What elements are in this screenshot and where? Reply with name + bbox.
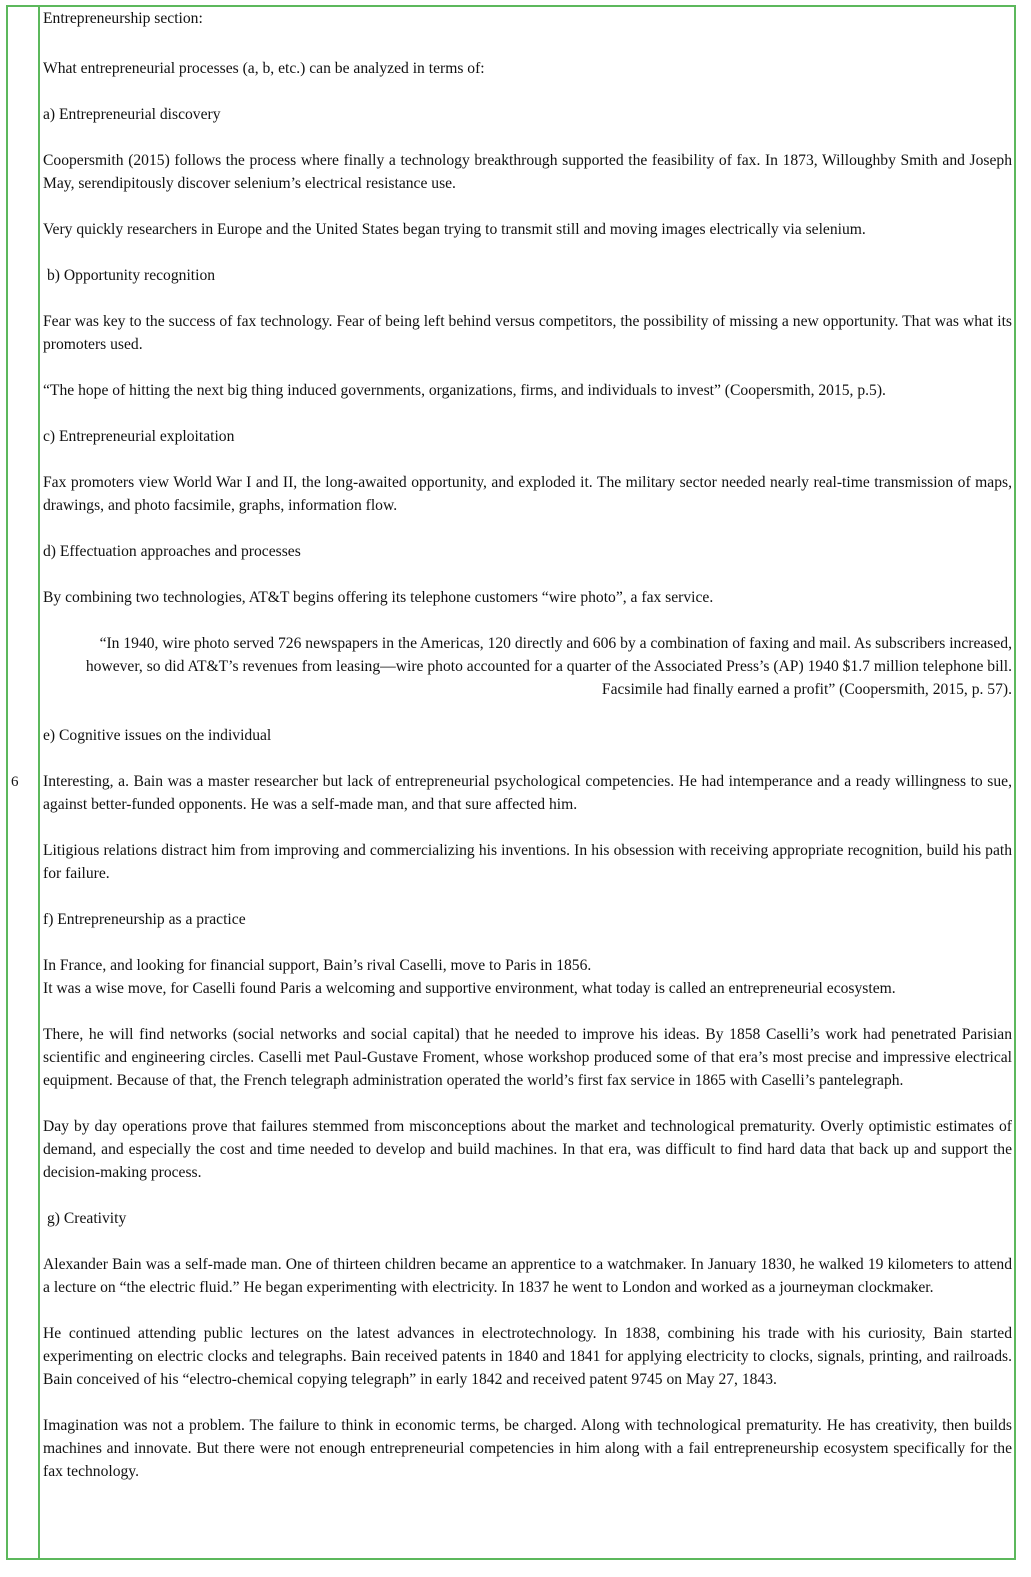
paragraph xyxy=(43,218,1012,241)
paragraph xyxy=(43,1322,1012,1391)
paragraph-text: It was a wise move, for Caselli found Paris a welcoming and supportive environment, what today is called an entrepreneurial ecosystem. xyxy=(43,980,896,997)
section-heading xyxy=(43,540,1012,563)
paragraph-text: What entrepreneurial processes (a, b, etc.) can be analyzed in terms of: xyxy=(43,60,485,77)
document-table xyxy=(6,5,1016,1560)
paragraph-text: He continued attending public lectures on the latest advances in electrotechnology. In 1838, combining his trade with his curiosity, Bain started experimenting on electric clocks and telegraphs. Bain received patents in 1840 and 1841 for applying electricity to clocks, signals, printing, and railroads. Bain conceived of his “electro-chemical copying telegraph” in early 1842 and received patent 9745 on May 27, 1843. xyxy=(43,1325,1012,1388)
paragraph-text: Imagination was not a problem. The failure to think in economic terms, be charged. Along with technological prematurity. He has creativity, then builds machines and innovate. But there were not enough entrepreneurial competencies in him along with a fail entrepreneurship ecosystem specifically for the fax technology. xyxy=(43,1417,1012,1480)
paragraph xyxy=(43,471,1012,517)
paragraph-text: Fear was key to the success of fax technology. Fear of being left behind versus competitors, the possibility of missing a new opportunity. That was what its promoters used. xyxy=(43,313,1012,353)
paragraph-text: Day by day operations prove that failures stemmed from misconceptions about the market and technological prematurity. Overly optimistic estimates of demand, and especially the cost and time needed to develop and build machines. In that era, was difficult to find hard data that back up and support the decision-making process. xyxy=(43,1118,1012,1181)
paragraph-text: Litigious relations distract him from improving and commercializing his inventions. In his obsession with receiving appropriate recognition, build his path for failure. xyxy=(43,842,1012,882)
paragraph-text: By combining two technologies, AT&T begins offering its telephone customers “wire photo”, a fax service. xyxy=(43,589,714,606)
paragraph-text: Interesting, a. Bain was a master researcher but lack of entrepreneurial psychological competencies. He had intemperance and a ready willingness to sue, against better-funded opponents. He was a self-made man, and that sure affected him. xyxy=(43,773,1012,813)
paragraph-text: Entrepreneurship section: xyxy=(43,10,203,27)
paragraph-text: f) Entrepreneurship as a practice xyxy=(43,911,246,928)
paragraph xyxy=(43,586,1012,609)
section-heading xyxy=(43,103,1012,126)
paragraph xyxy=(43,1023,1012,1092)
paragraph xyxy=(43,1253,1012,1299)
paragraph-text: d) Effectuation approaches and processes xyxy=(43,543,301,560)
paragraph xyxy=(43,1414,1012,1483)
paragraph-text: Fax promoters view World War I and II, the long-awaited opportunity, and exploded it. The military sector needed nearly real-time transmission of maps, drawings, and photo facsimile, graphs, information flow. xyxy=(43,474,1012,514)
section-heading xyxy=(43,1207,1012,1230)
paragraph xyxy=(43,1115,1012,1184)
paragraph-text: e) Cognitive issues on the individual xyxy=(43,727,272,744)
paragraph-text: c) Entrepreneurial exploitation xyxy=(43,428,235,445)
paragraph-text: Coopersmith (2015) follows the process where finally a technology breakthrough supported the feasibility of fax. In 1873, Willoughby Smith and Joseph May, serendipitously discover selenium’s electrical resistance use. xyxy=(43,152,1012,192)
content-cell xyxy=(39,6,1015,1559)
paragraph xyxy=(43,310,1012,356)
paragraph-text: “In 1940, wire photo served 726 newspapers in the Americas, 120 directly and 606 by a combination of faxing and mail. As subscribers increased, however, so did AT&T’s revenues from leasing—wire photo accounted for a quarter of the Associated Press’s (AP) 1940 $1.7 million telephone bill. Facsimile had finally earned a profit” (Coopersmith, 2015, p. 57). xyxy=(85,635,1012,698)
section-heading xyxy=(43,724,1012,747)
row-number: 6 xyxy=(7,6,39,1559)
section-heading xyxy=(43,264,1012,287)
paragraph xyxy=(43,839,1012,885)
section-heading xyxy=(43,908,1012,931)
paragraph-text: g) Creativity xyxy=(47,1210,127,1227)
paragraph xyxy=(43,149,1012,195)
section-heading xyxy=(43,425,1012,448)
paragraph-text: Very quickly researchers in Europe and the United States began trying to transmit still and moving images electrically via selenium. xyxy=(43,221,866,238)
paragraph-text: Alexander Bain was a self-made man. One of thirteen children became an apprentice to a watchmaker. In January 1830, he walked 19 kilometers to attend a lecture on “the electric fluid.” He began experimenting with electricity. In 1837 he went to London and worked as a journeyman clockmaker. xyxy=(43,1256,1012,1296)
paragraph-text: b) Opportunity recognition xyxy=(47,267,216,284)
paragraph xyxy=(43,770,1012,816)
paragraph-text: In France, and looking for financial support, Bain’s rival Caselli, move to Paris in 1856. xyxy=(43,957,592,974)
paragraph-text: “The hope of hitting the next big thing induced governments, organizations, firms, and individuals to invest” (Coopersmith, 2015, p.5). xyxy=(43,382,886,399)
paragraph-text: a) Entrepreneurial discovery xyxy=(43,106,221,123)
paragraph xyxy=(43,954,1012,1000)
paragraph xyxy=(43,379,1012,402)
paragraph-text: There, he will find networks (social networks and social capital) that he needed to improve his ideas. By 1858 Caselli’s work had penetrated Parisian scientific and engineering circles. Caselli met Paul-Gustave Froment, whose workshop produced some of that era’s most precise and impressive electrical equipment. Because of that, the French telegraph administration operated the world’s first fax service in 1865 with Caselli’s pantelegraph. xyxy=(43,1026,1012,1089)
paragraph xyxy=(43,57,1012,80)
block-quote xyxy=(43,632,1012,701)
table-row xyxy=(7,6,1015,1559)
section-heading xyxy=(43,7,1012,30)
